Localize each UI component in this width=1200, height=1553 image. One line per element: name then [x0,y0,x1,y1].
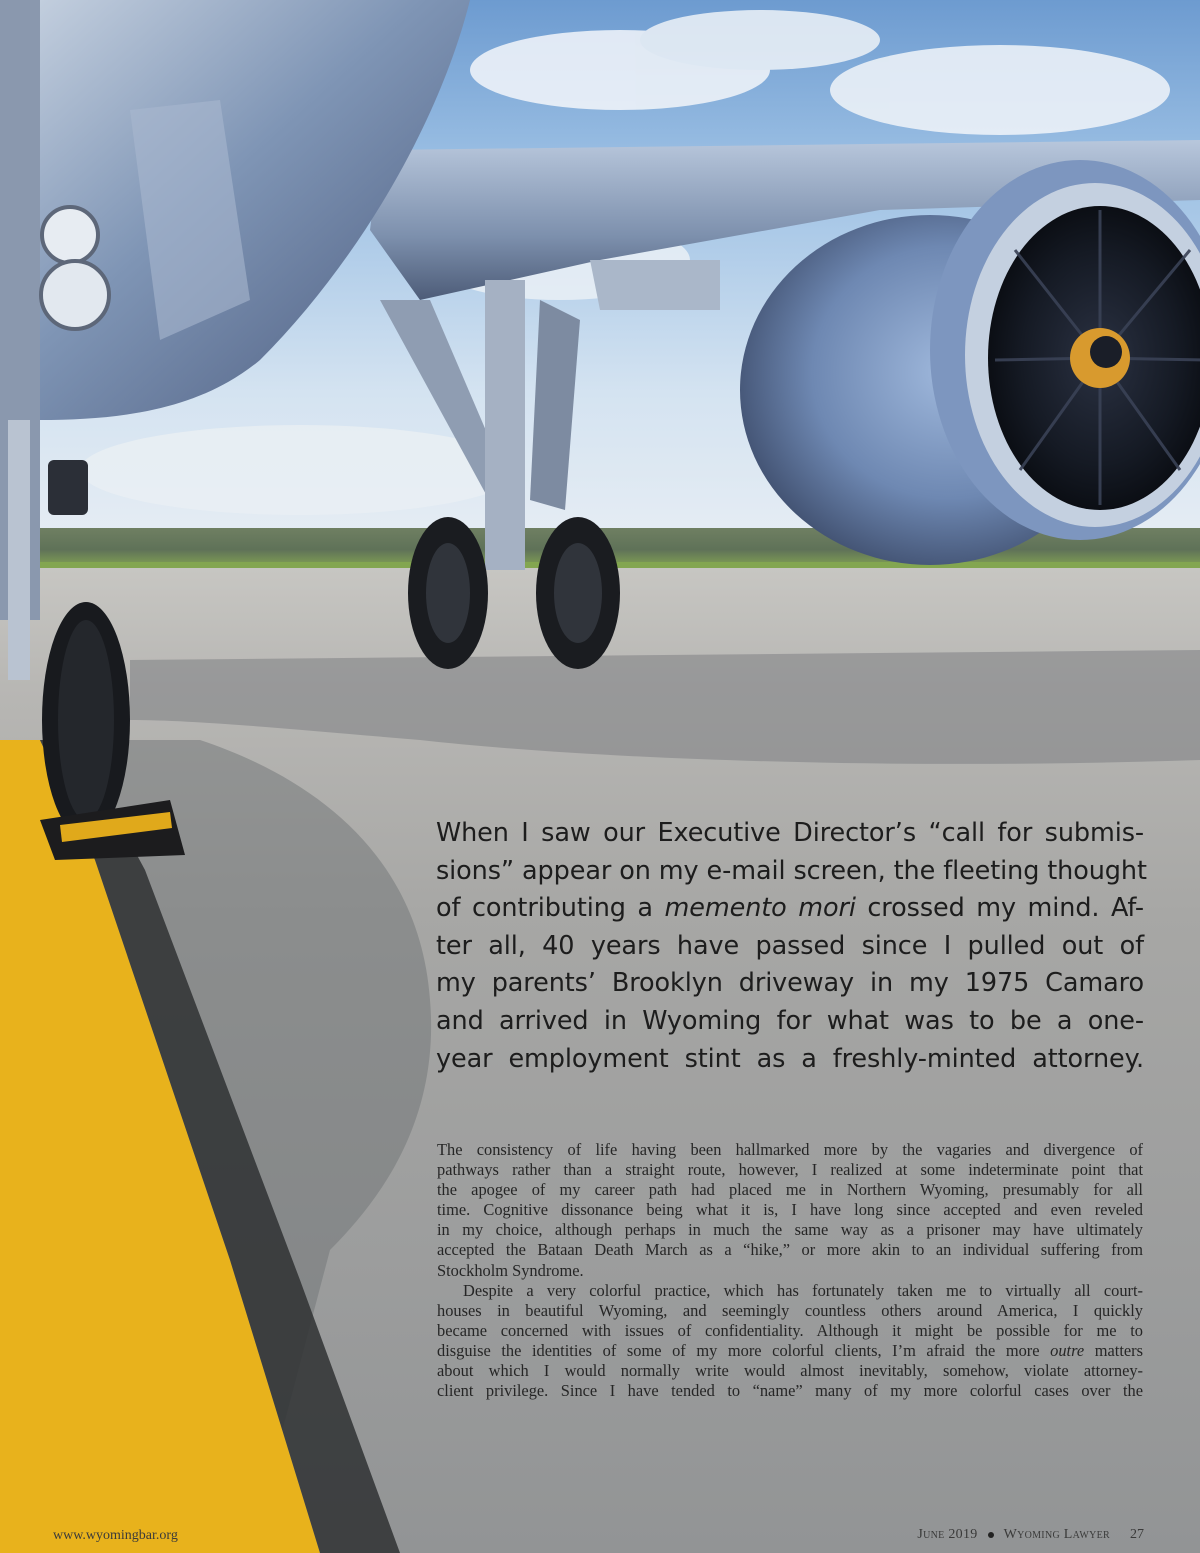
bullet-icon [988,1532,994,1538]
body-line: Despite a very colorful practice, which has fortunately taken me to virtually all court- [463,1280,1143,1300]
body-italic: outre [1050,1340,1085,1360]
lede-line: When I saw our Executive Director’s “call for submis- [436,818,1144,848]
lede-line: ter all, 40 years have passed since I pulled out of [436,930,1144,961]
lede-paragraph [436,815,1147,1078]
lede-line: year employment stint as a freshly-minted attorney. [436,1043,1144,1074]
article-body [437,1140,1143,1401]
lede-line: sions” appear on my e-mail screen, the fleeting thought [436,855,1147,886]
footer-url[interactable]: www.wyomingbar.org [53,1528,178,1543]
body-line: Stockholm Syndrome. [437,1260,584,1280]
body-line: pathways rather than a straight route, however, I realized at some indeterminate point that [437,1160,1143,1180]
publication-name: Wyoming Lawyer [1003,1527,1110,1542]
lede-line: my parents’ Brooklyn driveway in my 1975 Camaro [436,968,1144,999]
body-line: The consistency of life having been hallmarked more by the vagaries and divergence of [437,1140,1143,1159]
body-line: in my choice, although perhaps in much the same way as a prisoner may have ultimately [437,1220,1143,1240]
issue-date: June 2019 [917,1527,978,1542]
lede-italic: memento mori [664,893,856,924]
body-line: the apogee of my career path had placed me in Northern Wyoming, presumably for all [437,1180,1143,1200]
body-line: time. Cognitive dissonance being what it is, I have long since accepted and even reveled [437,1200,1143,1220]
footer-folio [917,1527,1144,1543]
body-line: client privilege. Since I have tended to “name” many of my more colorful cases over the [437,1381,1143,1401]
body-line: accepted the Bataan Death March as a “hike,” or more akin to an individual suffering from [437,1240,1143,1260]
lede-line: of contributing a memento mori crossed my mind. Af- [436,893,1144,924]
page-number: 27 [1130,1527,1144,1542]
body-line: became concerned with issues of confidentiality. Although it might be possible for me to [437,1320,1143,1340]
body-line: disguise the identities of some of my more colorful clients, I’m afraid the more outre matters [437,1340,1144,1360]
lede-line: and arrived in Wyoming for what was to be a one- [436,1005,1144,1036]
body-line: about which I would normally write would almost inevitably, somehow, violate attorney- [437,1361,1143,1381]
body-line: houses in beautiful Wyoming, and seemingly countless others around America, I quickly [437,1300,1143,1320]
